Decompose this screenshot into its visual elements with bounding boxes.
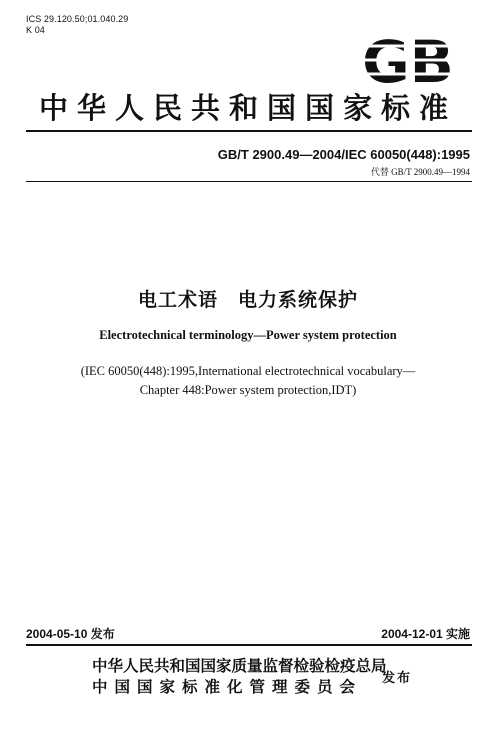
issue-label: 发布 (382, 671, 413, 686)
top-rule (26, 130, 472, 132)
issuer-sac: 中国国家标准化管理委员会 (92, 678, 363, 696)
effective-date: 2004-12-01 实施 (381, 627, 470, 641)
issuing-authorities (92, 656, 387, 698)
classification-codes (26, 14, 128, 36)
standard-number: GB/T 2900.49—2004/IEC 60050(448):1995 (217, 147, 470, 162)
ics-code: ICS 29.120.50;01.040.29 (26, 14, 129, 24)
iec-reference-line-1: (IEC 60050(448):1995,International electrotechnical vocabulary— (80, 364, 416, 378)
class-code: K 04 (26, 25, 45, 35)
gb-logo (338, 30, 478, 92)
iec-reference (0, 362, 496, 400)
middle-rule (26, 181, 472, 182)
iec-reference-line-2: Chapter 448:Power system protection,IDT) (139, 383, 357, 397)
issuer-aqsiq: 中华人民共和国国家质量监督检验检疫总局 (92, 657, 387, 675)
document-title-chinese: 电工术语 电力系统保护 (137, 289, 358, 311)
gb-logo-text: GB (362, 30, 454, 92)
document-title-english: Electrotechnical terminology—Power system protection (99, 328, 397, 342)
standard-title: 中华人民共和国国家标准 (38, 91, 457, 125)
issue-date: 2004-05-10 发布 (26, 627, 115, 641)
bottom-rule (26, 644, 472, 646)
replaces-note: 代替 GB/T 2900.49—1994 (370, 167, 470, 177)
